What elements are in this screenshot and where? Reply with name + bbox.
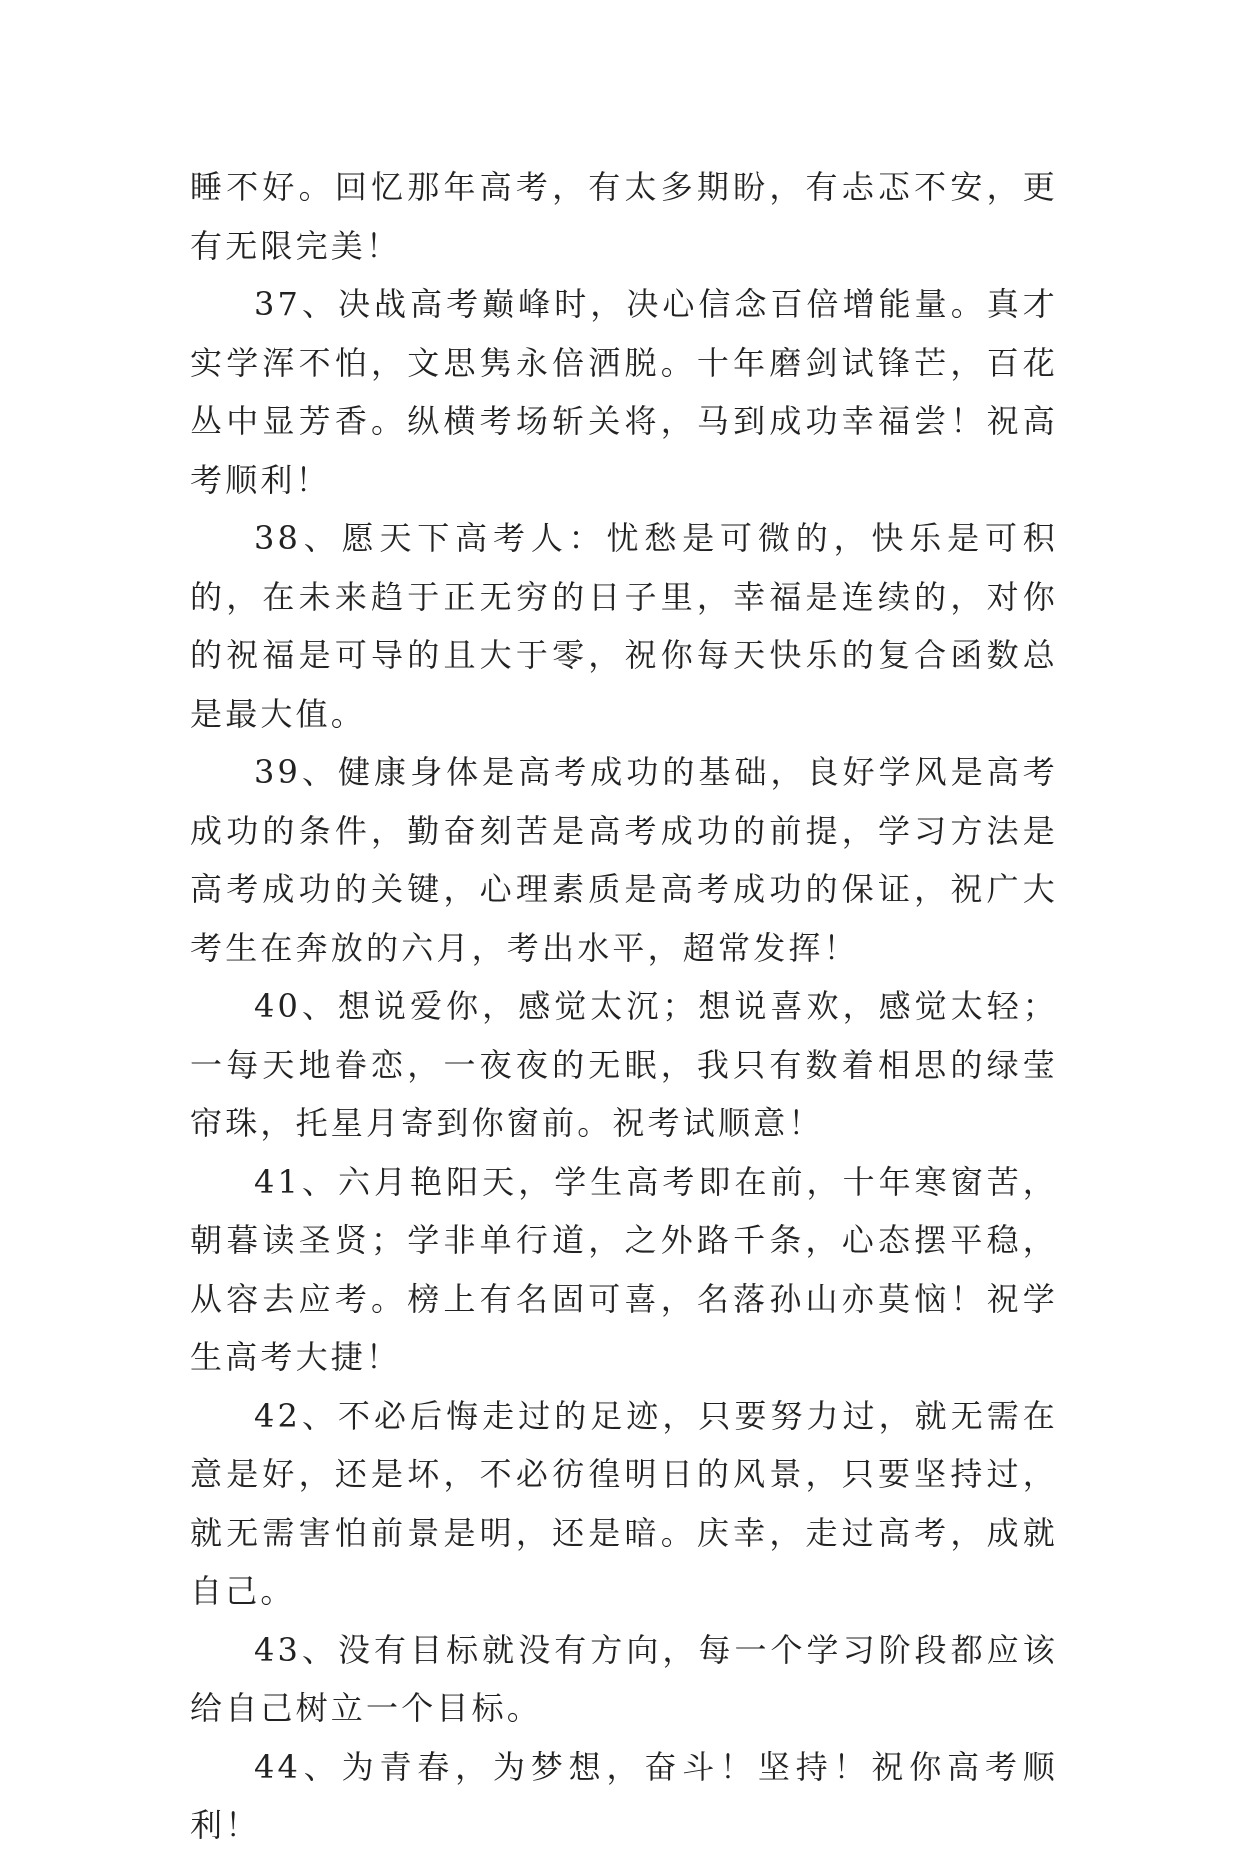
paragraph-43: 43、没有目标就没有方向，每一个学习阶段都应该给自己树立一个目标。	[190, 1630, 1058, 1727]
paragraph-continuation: 睡不好。回忆那年高考，有太多期盼，有忐忑不安，更有无限完美！	[190, 168, 1058, 265]
paragraph-39: 39、健康身体是高考成功的基础，良好学风是高考成功的条件，勤奋刻苦是高考成功的前提，学习方法是高考成功的关键，心理素质是高考成功的保证，祝广大考生在奔放的六月，考出水平，超常发挥！	[190, 753, 1058, 967]
paragraph-38: 38、愿天下高考人：忧愁是可微的，快乐是可积的，在未来趋于正无穷的日子里，幸福是连续的，对你的祝福是可导的且大于零，祝你每天快乐的复合函数总是最大值。	[190, 519, 1058, 733]
paragraph-40: 40、想说爱你，感觉太沉；想说喜欢，感觉太轻；一每天地眷恋，一夜夜的无眠，我只有数着相思的绿莹帘珠，托星月寄到你窗前。祝考试顺意！	[190, 987, 1058, 1142]
paragraph-37: 37、决战高考巅峰时，决心信念百倍增能量。真才实学浑不怕，文思隽永倍洒脱。十年磨剑试锋芒，百花丛中显芳香。纵横考场斩关将，马到成功幸福尝！祝高考顺利！	[190, 285, 1058, 499]
paragraph-44: 44、为青春，为梦想，奋斗！坚持！祝你高考顺利！	[190, 1747, 1058, 1844]
document-body	[190, 158, 1058, 1855]
paragraph-42: 42、不必后悔走过的足迹，只要努力过，就无需在意是好，还是坏，不必彷徨明日的风景，只要坚持过，就无需害怕前景是明，还是暗。庆幸，走过高考，成就自己。	[190, 1396, 1058, 1610]
paragraph-41: 41、六月艳阳天，学生高考即在前，十年寒窗苦，朝暮读圣贤；学非单行道，之外路千条，心态摆平稳，从容去应考。榜上有名固可喜，名落孙山亦莫恼！祝学生高考大捷！	[190, 1162, 1058, 1376]
